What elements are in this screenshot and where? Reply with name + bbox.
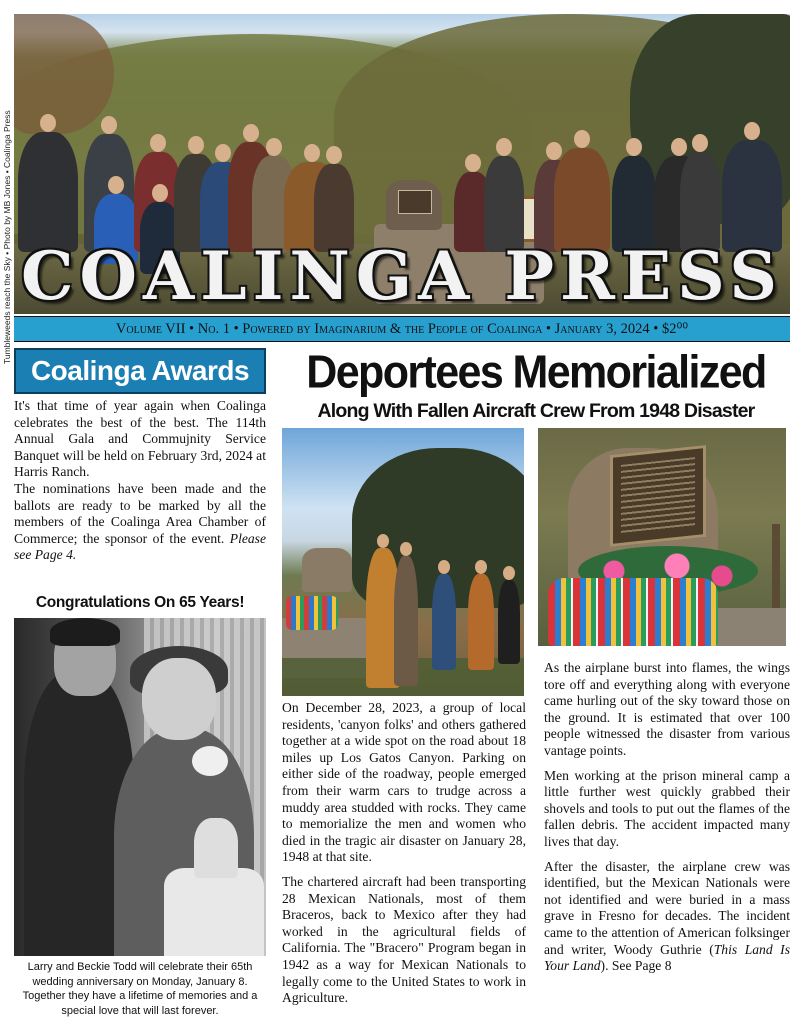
story-paragraph: After the disaster, the airplane crew was identified, but the Mexican Nationals were not identified and were buried in a mass grave in Fresno for decades. The incident came to the attention of American folksinger and writer, Woody Guthrie ( xyxy=(544,858,790,957)
awards-see-page-link: Please see Page 4. xyxy=(14,530,267,563)
main-subhead: Along With Fallen Aircraft Crew From 1948 Disaster xyxy=(317,400,755,422)
song-title: This Land Is Your Land xyxy=(544,941,790,974)
masthead-title: COALINGA PRESS xyxy=(20,237,784,315)
awards-article xyxy=(14,398,266,564)
story-paragraph: On December 28, 2023, a group of local residents, 'canyon folks' and others gathered together at a wide spot on the road about 18 miles up Los Gatos Canyon. Parking on either side of the roadway, people emerged from their warm cars to trudge across a muddy area studded with rocks. They came to memorialize the men and women who died in the tragic air disaster on January 28, 1948 at that site. xyxy=(282,700,526,865)
story-paragraph: As the airplane burst into flames, the wings tore off and everything along with everyone came hurling out of the sky toward those on the ground. It is estimated that over 100 people witnessed the disaster from various vantage points. xyxy=(544,660,790,758)
story-paragraph: Men working at the prison mineral camp a little further west quickly grabbed their shovels and tools to put out the flames of the fallen debris. The accident impacted many lives that day. xyxy=(544,767,790,849)
main-story-column-1 xyxy=(282,700,526,1007)
anniversary-photo xyxy=(14,618,266,956)
story-see-page: ). See Page 8 xyxy=(600,958,672,974)
anniversary-caption: Larry and Beckie Todd will celebrate their 65th wedding anniversary on Monday, January 8. Together they have a lifetime of memories and a special love that will last forever. xyxy=(22,961,258,1017)
memorial-group-photo xyxy=(282,428,524,696)
issue-line: Volume VII • No. 1 • Powered by Imaginarium & the People of Coalinga • January 3, 2024 • $2⁰⁰ xyxy=(14,316,790,342)
awards-heading: Coalinga Awards xyxy=(14,348,266,394)
memorial-plaque-photo xyxy=(538,428,786,646)
photo-credit: Tumbleweeds reach the Sky • Photo by MB Jones • Coalinga Press xyxy=(2,110,12,364)
awards-paragraph: It's that time of year again when Coalinga celebrates the best of the best. The 114th Annual Gala and Commujnity Service Banquet will be held on February 3rd, 2024 at Harris Ranch. xyxy=(14,398,266,480)
awards-paragraph: The nominations have been made and the ballots are ready to be marked by all the members of the Coalinga Area Chamber of Commerce; the sponsor of the event. xyxy=(14,480,266,546)
main-story-column-2 xyxy=(544,660,790,975)
main-headline: Deportees Memorialized xyxy=(306,346,766,399)
anniversary-heading: Congratulations On 65 Years! xyxy=(35,594,245,611)
story-paragraph: The chartered aircraft had been transporting 28 Mexican Nationals, most of them Braceros, back to Mexico after they had worked in the agricultural fields of California. The "Bracero" Program began in 1942 as a way for Mexican Nationals to legally come to the United States to work in Agriculture. xyxy=(282,873,526,1006)
